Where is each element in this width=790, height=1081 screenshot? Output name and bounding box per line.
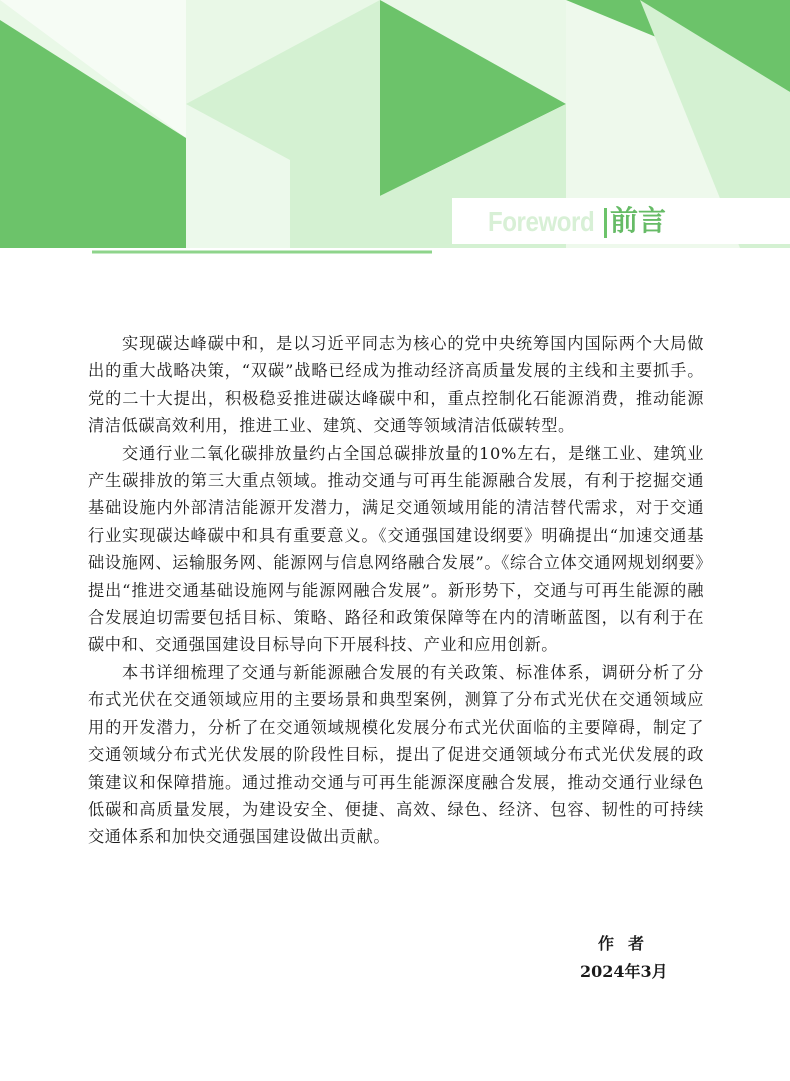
heading-english: Foreword: [488, 206, 595, 237]
author-label: 作者: [598, 934, 659, 953]
paragraph-2: 交通行业二氧化碳排放量约占全国总碳排放量的10%左右，是继工业、建筑业产生碳排放的第三大重点领域。推动交通与可再生能源融合发展，有利于挖掘交通基础设施内外部清洁能源开发潜力，满足交通领域用能的清洁替代需求，对于交通行业实现碳达峰碳中和具有重要意义。《交通强国建设纲要》明确提出“加速交通基础设施网、运输服务网、能源网与信息网络融合发展”。《综合立体交通网规划纲要》提出“推进交通基础设施网与能源网融合发展”。新形势下，交通与可再生能源的融合发展迫切需要包括目标、策略、路径和政策保障等在内的清晰蓝图，以有利于在碳中和、交通强国建设目标导向下开展科技、产业和应用创新。: [88, 443, 704, 655]
heading-chinese: 前言: [610, 204, 667, 237]
signature-date: 2024年3月: [580, 962, 668, 981]
foreword-body: [88, 330, 704, 851]
paragraph-1: 实现碳达峰碳中和，是以习近平同志为核心的党中央统筹国内国际两个大局做出的重大战略决策，“双碳”战略已经成为推动经济高质量发展的主线和主要抓手。党的二十大提出，积极稳妥推进碳达峰碳中和，重点控制化石能源消费，推动能源清洁低碳高效利用，推进工业、建筑、交通等领域清洁低碳转型。: [88, 334, 704, 436]
page-heading: [452, 198, 790, 244]
heading-divider: [604, 208, 607, 238]
paragraph-3: 本书详细梳理了交通与新能源融合发展的有关政策、标准体系，调研分析了分布式光伏在交通领域应用的主要场景和典型案例，测算了分布式光伏在交通领域应用的开发潜力，分析了在交通领域规模化发展分布式光伏面临的主要障碍，制定了交通领域分布式光伏发展的阶段性目标，提出了促进交通领域分布式光伏发展的政策建议和保障措施。通过推动交通与可再生能源深度融合发展，推动交通行业绿色低碳和高质量发展，为建设安全、便捷、高效、绿色、经济、包容、韧性的可持续交通体系和加快交通强国建设做出贡献。: [88, 662, 704, 847]
